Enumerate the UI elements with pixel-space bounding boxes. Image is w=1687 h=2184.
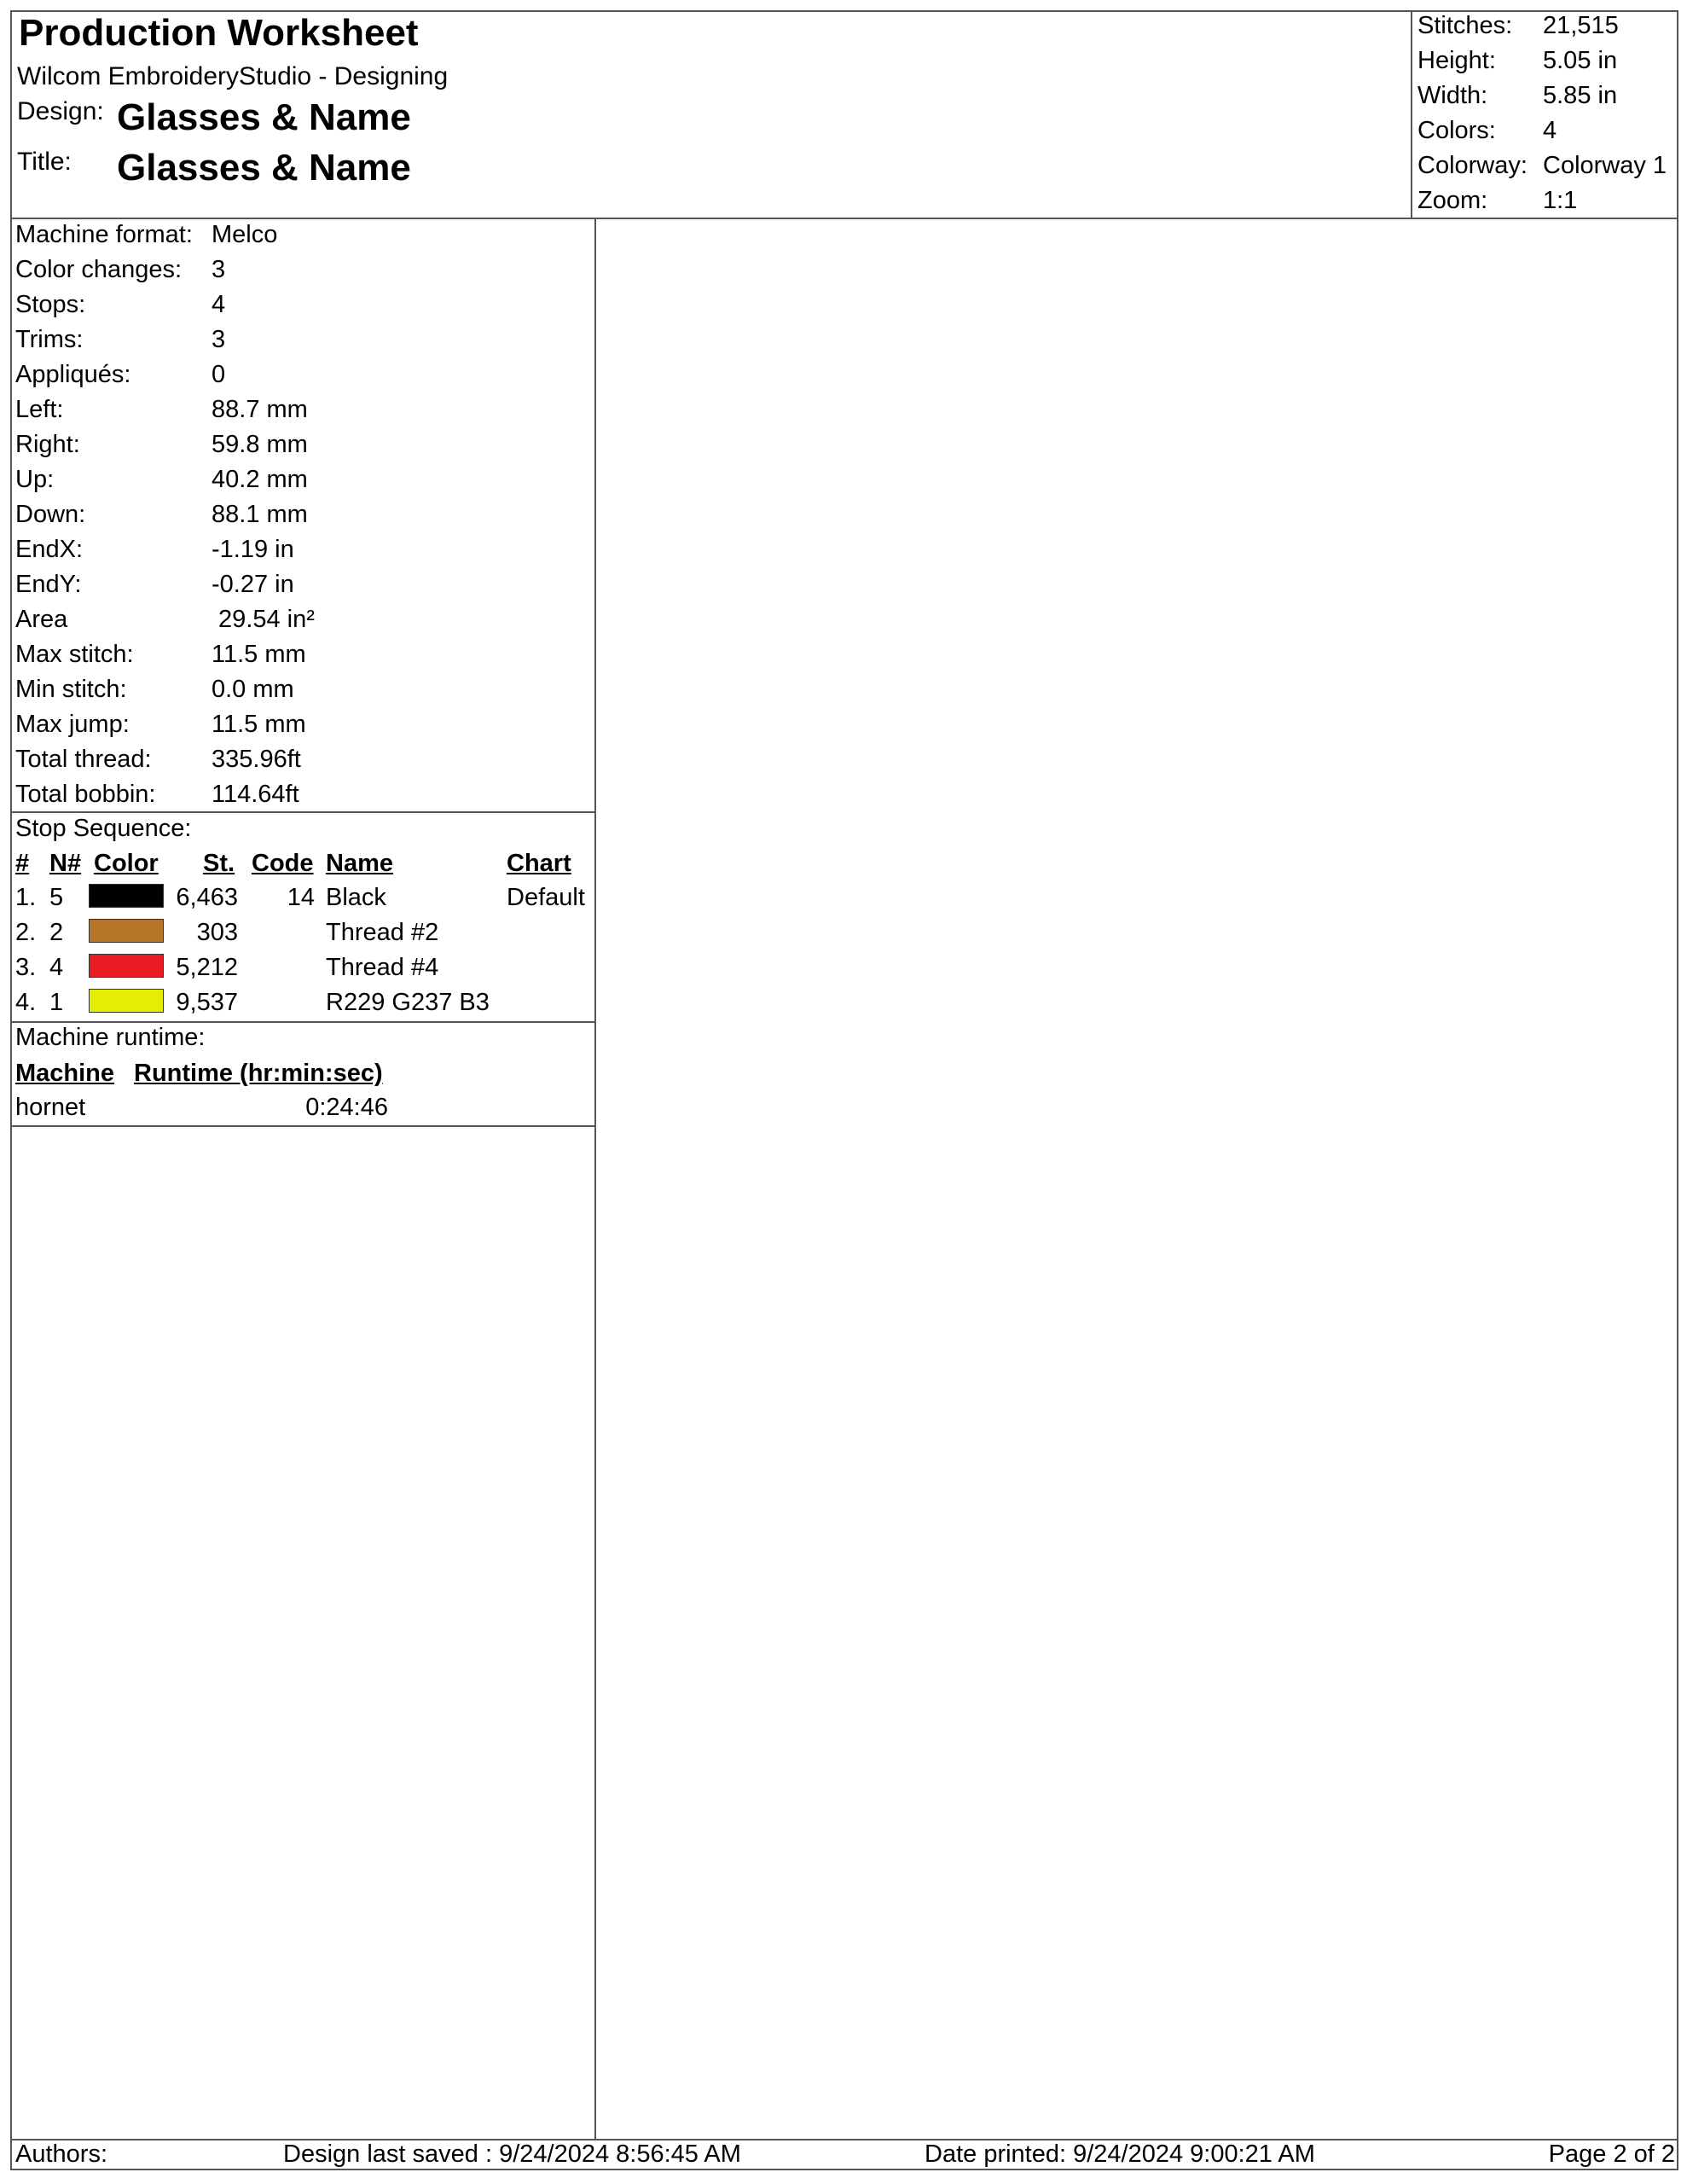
stat-value: 1:1	[1543, 187, 1578, 214]
info-value: 11.5 mm	[212, 641, 306, 668]
info-label: Appliqués:	[15, 361, 131, 388]
row-thread-name: Thread #2	[326, 919, 439, 946]
stat-label: Stitches:	[1417, 12, 1513, 39]
column-header-needle: N#	[49, 850, 82, 877]
stat-label: Height:	[1417, 47, 1496, 74]
info-label: Down:	[15, 501, 86, 528]
stat-value: 21,515	[1543, 12, 1619, 39]
info-value: -1.19 in	[212, 536, 294, 563]
column-header-stitches: St.	[203, 850, 235, 877]
design-label: Design:	[17, 97, 104, 125]
info-label: Total bobbin:	[15, 781, 156, 808]
column-header-chart: Chart	[507, 850, 571, 877]
info-value: 11.5 mm	[212, 711, 306, 738]
column-header-number: #	[15, 850, 30, 877]
stat-label: Colors:	[1417, 117, 1496, 144]
stat-value: 5.05 in	[1543, 47, 1618, 74]
stop-sequence-title: Stop Sequence:	[15, 815, 192, 842]
info-value: 59.8 mm	[212, 431, 308, 458]
info-label: Min stitch:	[15, 676, 127, 703]
info-value: Melco	[212, 221, 278, 248]
color-swatch	[89, 919, 164, 943]
info-label: Right:	[15, 431, 80, 458]
info-label: Area	[15, 606, 68, 633]
info-label: Max jump:	[15, 711, 130, 738]
column-header-color: Color	[94, 850, 159, 877]
color-swatch	[89, 989, 164, 1013]
info-label: Up:	[15, 466, 55, 493]
row-chart: Default	[507, 884, 585, 911]
info-label: Max stitch:	[15, 641, 134, 668]
row-needle: 5	[49, 884, 64, 911]
row-code: 14	[287, 884, 315, 911]
footer-last-saved: Design last saved : 9/24/2024 8:56:45 AM	[283, 2140, 741, 2168]
stat-label: Colorway:	[1417, 152, 1528, 179]
row-thread-name: Black	[326, 884, 386, 911]
info-value: 40.2 mm	[212, 466, 308, 493]
info-label: EndY:	[15, 571, 82, 598]
info-value: 3	[212, 256, 226, 283]
info-value: 29.54 in²	[212, 606, 315, 633]
column-header-name: Name	[326, 850, 393, 877]
info-value: 88.1 mm	[212, 501, 308, 528]
info-label: EndX:	[15, 536, 83, 563]
info-label: Stops:	[15, 291, 86, 318]
row-thread-name: R229 G237 B3	[326, 989, 490, 1016]
row-stitches: 9,537	[176, 989, 238, 1016]
column-header-runtime: Runtime (hr:min:sec)	[134, 1060, 383, 1087]
row-number: 4.	[15, 989, 37, 1016]
info-value: 0.0 mm	[212, 676, 294, 703]
stat-value: Colorway 1	[1543, 152, 1667, 179]
stat-label: Zoom:	[1417, 187, 1488, 214]
design-title: Glasses & Name	[117, 147, 411, 189]
runtime-title: Machine runtime:	[15, 1024, 206, 1051]
footer-page-number: Page 2 of 2	[1548, 2140, 1675, 2168]
section-divider	[10, 811, 596, 813]
info-value: 88.7 mm	[212, 396, 308, 423]
info-value: 0	[212, 361, 226, 388]
row-number: 3.	[15, 954, 37, 981]
footer-divider	[10, 2139, 1678, 2140]
info-value: 3	[212, 326, 226, 353]
section-divider	[10, 1125, 596, 1127]
runtime-machine: hornet	[15, 1094, 86, 1121]
color-swatch	[89, 954, 164, 978]
stat-label: Width:	[1417, 82, 1488, 109]
info-label: Total thread:	[15, 746, 152, 773]
worksheet-frame	[10, 10, 1678, 2170]
row-thread-name: Thread #4	[326, 954, 439, 981]
row-needle: 1	[49, 989, 64, 1016]
app-name: Wilcom EmbroideryStudio - Designing	[17, 62, 449, 90]
stat-value: 4	[1543, 117, 1557, 144]
row-needle: 2	[49, 919, 64, 946]
header-divider	[10, 218, 1678, 219]
worksheet-title: Production Worksheet	[19, 12, 419, 54]
info-label: Left:	[15, 396, 64, 423]
runtime-value: 0:24:46	[305, 1094, 388, 1121]
row-number: 2.	[15, 919, 37, 946]
info-value: -0.27 in	[212, 571, 294, 598]
info-value: 114.64ft	[212, 781, 299, 808]
footer-date-printed: Date printed: 9/24/2024 9:00:21 AM	[925, 2140, 1315, 2168]
column-header-machine: Machine	[15, 1060, 115, 1087]
section-divider	[10, 1021, 596, 1023]
column-header-code: Code	[252, 850, 314, 877]
info-value: 4	[212, 291, 226, 318]
row-number: 1.	[15, 884, 37, 911]
info-label: Machine format:	[15, 221, 193, 248]
footer-authors: Authors:	[15, 2140, 107, 2168]
stat-value: 5.85 in	[1543, 82, 1618, 109]
left-column-divider	[594, 218, 596, 2140]
title-label: Title:	[17, 148, 72, 176]
info-label: Trims:	[15, 326, 84, 353]
header-stats-divider	[1411, 10, 1412, 218]
row-stitches: 6,463	[176, 884, 238, 911]
row-stitches: 5,212	[176, 954, 238, 981]
design-name: Glasses & Name	[117, 96, 411, 138]
row-needle: 4	[49, 954, 64, 981]
info-value: 335.96ft	[212, 746, 301, 773]
info-label: Color changes:	[15, 256, 183, 283]
row-stitches: 303	[196, 919, 238, 946]
color-swatch	[89, 884, 164, 908]
